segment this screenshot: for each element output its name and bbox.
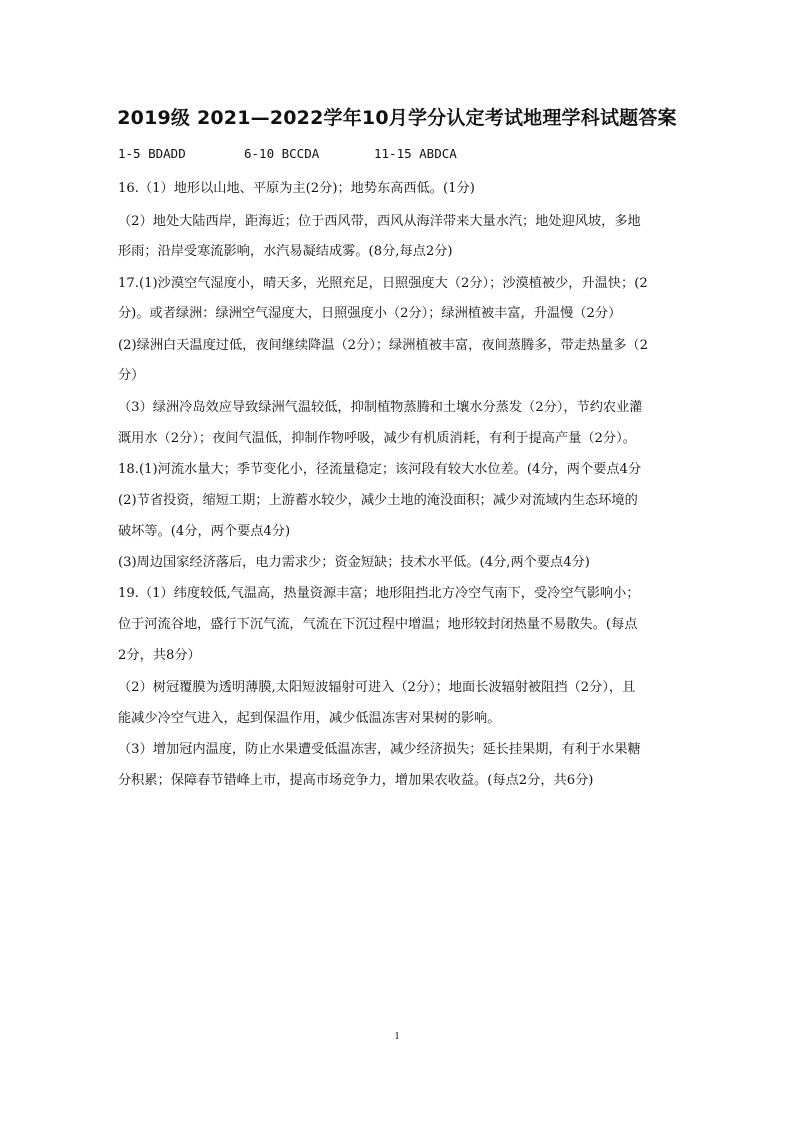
q19-part2-line1: （2）树冠覆膜为透明薄膜,太阳短波辐射可进入（2分）；地面长波辐射被阻挡（2分），且	[118, 680, 636, 695]
q17-part1-line2: 分)。或者绿洲：绿洲空气湿度大，日照强度小（2分）；绿洲植被丰富，升温慢（2分）	[118, 306, 622, 321]
q19-part1-line1: 19.（1）纬度较低,气温高，热量资源丰富；地形阻挡北方冷空气南下，受冷空气影响小；	[118, 586, 640, 601]
q16-part1: 16.（1）地形以山地、平原为主(2分)；地势东高西低。(1分)	[118, 181, 475, 196]
q19-part3-line2: 分积累；保障春节错峰上市，提高市场竞争力，增加果农收益。(每点2分，共6分)	[118, 773, 594, 788]
q18-part3: (3)周边国家经济落后，电力需求少；资金短缺；技术水平低。(4分,两个要点4分)	[118, 555, 590, 570]
q18-part2-line2: 破坏等。(4分，两个要点4分)	[118, 524, 291, 539]
mc-answers-1-5: 1-5 BDADD	[118, 146, 186, 161]
page-number: 1	[394, 1030, 400, 1042]
q17-part1-line1: 17.(1)沙漠空气湿度小，晴天多，光照充足，日照强度大（2分）；沙漠植被少，升温快；(2	[118, 276, 648, 291]
q16-part2-line2: 形雨；沿岸受寒流影响，水汽易凝结成雾。(8分,每点2分)	[118, 244, 453, 259]
q18-part2-line1: (2)节省投资，缩短工期；上游蓄水较少，减少土地的淹没面积；减少对流域内生态环境的	[118, 493, 638, 508]
q18-part1: 18.(1)河流水量大；季节变化小，径流量稳定；该河段有较大水位差。(4分，两个要点4分	[118, 462, 642, 477]
q17-part3-line2: 溉用水（2分）；夜间气温低，抑制作物呼吸，减少有机质消耗，有利于提高产量（2分）。	[118, 431, 636, 446]
mc-answers-11-15: 11-15 ABDCA	[374, 146, 457, 161]
q17-part2-line2: 分）	[118, 368, 145, 383]
q16-part2-line1: （2）地处大陆西岸，距海近；位于西风带，西风从海洋带来大量水汽；地处迎风坡，多地	[118, 214, 641, 229]
q19-part1-line3: 2分，共8分）	[118, 648, 201, 663]
mc-answers-6-10: 6-10 BCCDA	[244, 146, 320, 161]
q19-part2-line2: 能减少冷空气进入，起到保温作用，减少低温冻害对果树的影响。	[118, 711, 501, 726]
multiple-choice-answers	[118, 146, 457, 161]
page-title: 2019级 2021—2022学年10月学分认定考试地理学科试题答案	[117, 107, 677, 129]
q19-part3-line1: （3）增加冠内温度，防止水果遭受低温冻害，减少经济损失；延长挂果期，有利于水果糖	[118, 742, 641, 757]
q17-part2-line1: (2)绿洲白天温度过低，夜间继续降温（2分）；绿洲植被丰富，夜间蒸腾多，带走热量多（2	[118, 338, 648, 353]
q17-part3-line1: （3）绿洲冷岛效应导致绿洲气温较低，抑制植物蒸腾和土壤水分蒸发（2分），节约农业灌	[118, 400, 643, 415]
q19-part1-line2: 位于河流谷地，盛行下沉气流，气流在下沉过程中增温；地形较封闭热量不易散失。(每点	[118, 617, 638, 632]
